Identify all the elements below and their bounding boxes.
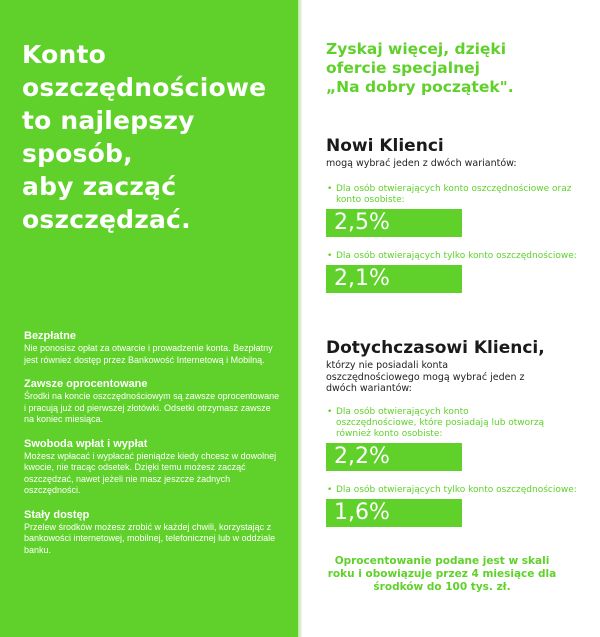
feature-title: Zawsze oprocentowane <box>24 378 148 390</box>
option-label-text: Dla osób otwierających konto oszczędnościowe, które posiadają lub otworzą również konto osobiste: <box>336 406 545 439</box>
headline <box>22 38 280 236</box>
rate-box <box>326 499 462 527</box>
headline-line: sposób, <box>22 139 133 168</box>
rate-value: 1,6% <box>334 499 390 525</box>
feature-access <box>24 509 282 557</box>
rate-box <box>326 443 462 471</box>
rate-value: 2,2% <box>334 443 390 469</box>
features-list <box>24 330 282 568</box>
headline-line: aby zacząć <box>22 172 177 201</box>
headline-line: oszczędzać. <box>22 205 191 234</box>
headline-line: oszczędnościowe <box>22 73 267 102</box>
feature-free <box>24 330 282 366</box>
existing-clients-section <box>326 338 586 527</box>
feature-text: Możesz wpłacać i wypłacać pieniądze kiedy chcesz w dowolnej kwocie, nie tracąc odsetek. Dzięki temu możesz zacząć oszczędzać, nawet jeżeli nie masz jeszcze żadnych oszczędności. <box>24 450 277 495</box>
offer-title-line: „Na dobry początek". <box>326 78 514 96</box>
new-clients-section <box>326 136 586 293</box>
rate-value: 2,5% <box>334 209 390 235</box>
option-label <box>326 407 551 440</box>
option-label-text: Dla osób otwierających tylko konto oszczędnościowe: <box>336 250 577 261</box>
option-label-text: Dla osób otwierających konto oszczędnościowe oraz konto osobiste: <box>336 183 572 205</box>
section-subtitle: którzy nie posiadali konta oszczędnościowego mogą wybrać jeden z dwóch wariantów: <box>326 360 525 394</box>
feature-title: Stały dostęp <box>24 508 90 521</box>
feature-text: Nie ponosisz opłat za otwarcie i prowadzenie konta. Bezpłatny jest również dostęp przez Bankowość Internetową i Mobilną. <box>24 343 273 365</box>
left-panel <box>0 0 298 637</box>
option-label <box>326 485 596 496</box>
rate-box <box>326 209 462 237</box>
interest-note: Oprocentowanie podane jest w skali roku i obowiązuje przez 4 miesiące dla środków do 100 tys. zł. <box>327 555 557 593</box>
section-subtitle: mogą wybrać jeden z dwóch wariantów: <box>326 158 517 169</box>
headline-line: to najlepszy <box>22 106 195 135</box>
section-title: Dotychczasowi Klienci, <box>326 338 545 358</box>
option-label <box>326 184 581 206</box>
bullet-icon: • <box>327 250 333 261</box>
bullet-icon: • <box>327 183 333 194</box>
feature-deposits <box>24 438 282 497</box>
bullet-icon: • <box>327 484 333 495</box>
headline-line: Konto <box>22 40 107 69</box>
offer-title-line: Zyskaj więcej, dzięki <box>326 40 507 58</box>
feature-interest <box>24 378 282 426</box>
option-label <box>326 251 596 262</box>
rate-box <box>326 265 462 293</box>
option-label-text: Dla osób otwierających tylko konto oszczędnościowe: <box>336 484 577 495</box>
rate-value: 2,1% <box>334 265 390 291</box>
feature-title: Swoboda wpłat i wypłat <box>24 437 148 450</box>
section-title: Nowi Klienci <box>326 136 444 156</box>
bullet-icon: • <box>327 406 333 417</box>
feature-text: Środki na koncie oszczędnościowym są zawsze oprocentowane i pracują już od pierwszej złotówki. Odsetki otrzymasz zawsze na koniec miesiąca. <box>24 391 280 424</box>
feature-text: Przelew środków możesz zrobić w każdej chwili, korzystając z bankowości internetowej, mobilnej, telefonicznej lub w oddziale banku. <box>24 521 276 555</box>
offer-title <box>326 40 582 97</box>
right-panel <box>302 0 600 637</box>
offer-title-line: ofercie specjalnej <box>326 59 480 77</box>
feature-title: Bezpłatne <box>24 330 76 342</box>
